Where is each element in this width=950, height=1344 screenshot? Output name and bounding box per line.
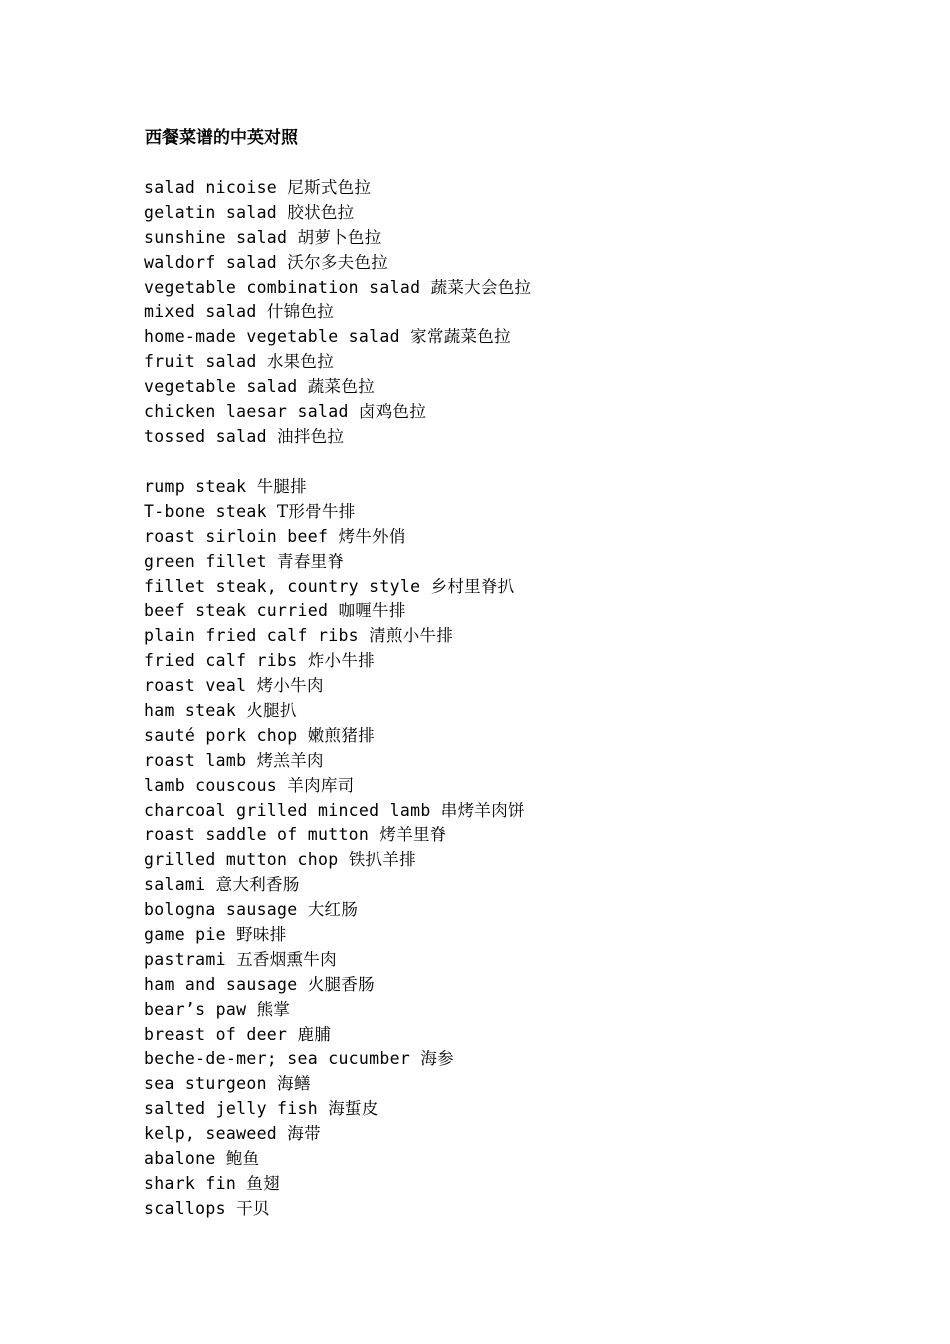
entry-chinese-name: 鹿脯	[297, 1024, 332, 1044]
entry-chinese-name: 牛腿排	[256, 477, 307, 496]
menu-entry	[144, 325, 531, 350]
menu-entry	[144, 599, 525, 624]
entry-chinese-name: 串烤羊肉饼	[440, 800, 525, 820]
menu-entry	[144, 873, 525, 898]
menu-entry	[144, 176, 531, 201]
menu-entry	[144, 276, 531, 301]
entry-chinese-name: 野味排	[236, 925, 287, 945]
entry-english-name: tossed salad	[144, 426, 267, 446]
menu-entry	[144, 201, 531, 226]
entry-chinese-name: 铁扒羊排	[348, 850, 416, 870]
menu-entry	[144, 724, 525, 749]
entry-english-name: salad nicoise	[144, 178, 278, 197]
menu-entry	[144, 575, 525, 600]
entry-english-name: pastrami	[144, 949, 226, 969]
entry-english-name: shark fin	[144, 1173, 237, 1193]
menu-entry	[144, 948, 525, 973]
salad-section	[144, 176, 531, 450]
menu-entry	[144, 375, 531, 400]
entry-english-name: sunshine salad	[144, 227, 288, 247]
entry-chinese-name: 什锦色拉	[266, 302, 335, 322]
menu-entry	[144, 1147, 525, 1172]
entry-english-name: vegetable combination salad	[144, 277, 421, 297]
entry-english-name: ham steak	[144, 701, 237, 721]
entry-english-name: bear’s paw	[144, 999, 247, 1019]
entry-chinese-name: 蔬菜色拉	[307, 377, 375, 397]
menu-entry	[144, 525, 525, 550]
entry-chinese-name: 鲍鱼	[225, 1149, 260, 1169]
entry-english-name: ham and sausage	[144, 974, 298, 994]
menu-entry	[144, 674, 525, 699]
entry-chinese-name: 海参	[420, 1049, 454, 1069]
menu-entry	[144, 251, 531, 276]
menu-entry	[144, 1097, 525, 1122]
entry-english-name: breast of deer	[144, 1024, 288, 1044]
document-title: 西餐菜谱的中英对照	[145, 128, 298, 148]
menu-entry	[144, 649, 525, 674]
entry-english-name: rump steak	[144, 477, 247, 496]
entry-chinese-name: 海蜇皮	[328, 1099, 379, 1119]
entry-english-name: bologna sausage	[144, 900, 298, 920]
entry-english-name: roast lamb	[144, 750, 247, 770]
entry-english-name: lamb couscous	[144, 775, 278, 795]
entry-english-name: roast saddle of mutton	[144, 825, 370, 845]
entry-chinese-name: 乡村里脊扒	[430, 576, 515, 596]
entry-chinese-name: 卤鸡色拉	[358, 402, 427, 422]
entry-english-name: sauté pork chop	[144, 725, 298, 745]
entry-chinese-name: 海鳝	[277, 1074, 311, 1094]
menu-entry	[144, 1023, 525, 1048]
menu-entry	[144, 823, 525, 848]
entry-chinese-name: 鱼翅	[246, 1173, 280, 1193]
entry-english-name: roast veal	[144, 676, 247, 696]
menu-entry	[144, 1197, 525, 1222]
entry-chinese-name: 意大利香肠	[215, 875, 300, 895]
entry-english-name: game pie	[144, 925, 226, 945]
menu-entry	[144, 624, 525, 649]
entry-english-name: grilled mutton chop	[144, 850, 339, 870]
entry-english-name: vegetable salad	[144, 377, 298, 397]
entry-english-name: green fillet	[144, 551, 267, 571]
entry-chinese-name: 火腿扒	[246, 701, 297, 721]
entry-english-name: salted jelly fish	[144, 1099, 318, 1119]
entry-english-name: charcoal grilled minced lamb	[144, 800, 431, 820]
entry-english-name: roast sirloin beef	[144, 526, 329, 546]
menu-entry	[144, 400, 531, 425]
menu-entry	[144, 1047, 525, 1072]
entry-chinese-name: 大红肠	[307, 900, 359, 920]
entry-chinese-name: 烤牛外俏	[338, 526, 406, 546]
menu-entry	[144, 226, 531, 251]
menu-entry	[144, 774, 525, 799]
entry-chinese-name: 烤羊里脊	[379, 825, 447, 845]
entry-english-name: plain fried calf ribs	[144, 626, 359, 646]
menu-entry	[144, 973, 525, 998]
menu-entry	[144, 500, 525, 525]
entry-chinese-name: 胶状色拉	[287, 202, 355, 222]
entry-chinese-name: 火腿香肠	[307, 974, 375, 994]
menu-entry	[144, 300, 531, 325]
entry-chinese-name: 五香烟熏牛肉	[236, 949, 337, 969]
menu-entry	[144, 1172, 525, 1197]
entry-chinese-name: 水果色拉	[266, 352, 335, 372]
entry-chinese-name: 羊肉库司	[287, 775, 355, 795]
entry-chinese-name: 家常蔬菜色拉	[410, 327, 511, 347]
menu-entry	[144, 550, 525, 575]
entry-chinese-name: 青春里脊	[277, 551, 345, 571]
entry-english-name: beef steak curried	[144, 601, 329, 621]
entry-chinese-name: 蔬菜大会色拉	[430, 277, 532, 297]
entry-english-name: scallops	[144, 1198, 226, 1218]
menu-entry	[144, 799, 525, 824]
menu-entry	[144, 923, 525, 948]
menu-entry	[144, 998, 525, 1023]
menu-entry	[144, 898, 525, 923]
menu-entry	[144, 699, 525, 724]
entry-chinese-name: 干贝	[236, 1198, 270, 1218]
menu-entry	[144, 1122, 525, 1147]
entry-chinese-name: 烤小牛肉	[256, 676, 324, 696]
entry-english-name: abalone	[144, 1149, 216, 1169]
entry-english-name: gelatin salad	[144, 202, 278, 222]
entry-chinese-name: T形骨牛排	[277, 501, 356, 521]
entry-english-name: fruit salad	[144, 352, 257, 372]
menu-entry	[144, 475, 525, 500]
entry-english-name: T-bone steak	[144, 501, 267, 521]
menu-entry	[144, 749, 525, 774]
entry-chinese-name: 海带	[287, 1124, 321, 1144]
main-course-section	[144, 475, 525, 1222]
entry-chinese-name: 胡萝卜色拉	[297, 227, 382, 247]
entry-chinese-name: 炸小牛排	[307, 651, 375, 671]
entry-english-name: salami	[144, 875, 206, 895]
entry-chinese-name: 烤羔羊肉	[256, 750, 324, 770]
entry-chinese-name: 沃尔多夫色拉	[287, 252, 389, 272]
menu-entry	[144, 1072, 525, 1097]
entry-chinese-name: 熊掌	[256, 999, 291, 1019]
entry-chinese-name: 嫩煎猪排	[307, 725, 375, 745]
entry-english-name: waldorf salad	[144, 252, 278, 272]
entry-english-name: mixed salad	[144, 302, 257, 322]
entry-english-name: chicken laesar salad	[144, 402, 349, 422]
entry-english-name: kelp, seaweed	[144, 1124, 278, 1144]
entry-english-name: home-made vegetable salad	[144, 327, 400, 347]
entry-chinese-name: 清煎小牛排	[369, 626, 454, 646]
menu-entry	[144, 848, 525, 873]
menu-entry	[144, 350, 531, 375]
menu-entry	[144, 425, 531, 450]
entry-chinese-name: 尼斯式色拉	[287, 178, 372, 197]
entry-english-name: beche-de-mer; sea cucumber	[144, 1049, 411, 1069]
entry-chinese-name: 咖喱牛排	[338, 601, 406, 621]
entry-chinese-name: 油拌色拉	[277, 426, 345, 446]
entry-english-name: sea sturgeon	[144, 1074, 267, 1094]
entry-english-name: fried calf ribs	[144, 651, 298, 671]
entry-english-name: fillet steak, country style	[144, 576, 421, 596]
